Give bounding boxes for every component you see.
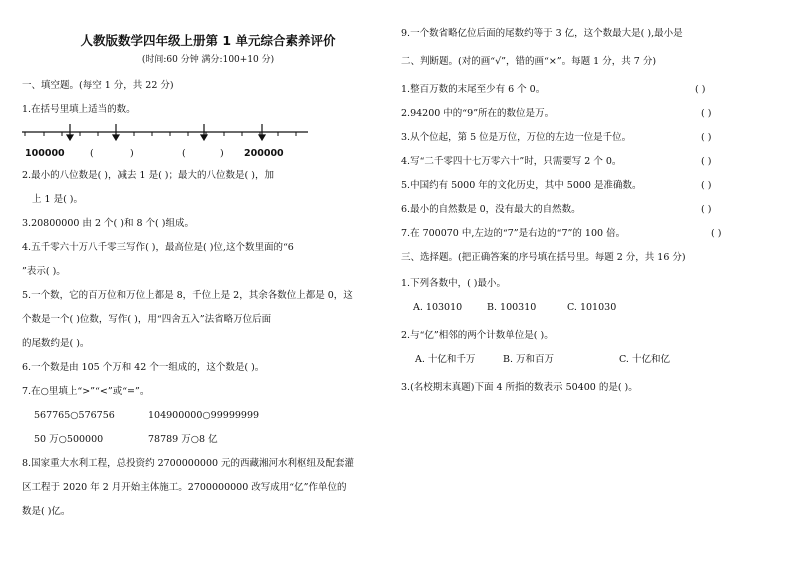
compare-1[interactable]: 567765○576756 [34,410,115,421]
choice-question-2-options [401,348,773,372]
number-line-blank-1-close: ) [130,148,134,159]
judge-item-6-text: 6.最小的自然数是 0，没有最大的自然数。 [401,204,581,215]
judge-item-6 [401,198,773,222]
right-column [401,22,773,400]
compare-2[interactable]: 104900000○99999999 [148,410,260,421]
choice-1-option-c[interactable]: C. 101030 [567,302,617,313]
judge-item-2 [401,102,773,126]
compare-3[interactable]: 50 万○500000 [34,434,104,445]
number-line [22,124,394,164]
question-5-line-3: 的尾数约是( )。 [22,338,90,349]
question-2-line-1: 2.最小的八位数是( )，减去 1 是( )；最大的八位数是( )，加 [22,170,274,181]
judge-item-2-answer[interactable]: ( ) [701,108,712,119]
judge-item-1-answer[interactable]: ( ) [695,84,706,95]
number-line-blank-1-open[interactable]: ( [90,148,94,159]
question-4-line-1: 4.五千零六十万八千零三写作( )，最高位是( )位,这个数里面的“6 [22,242,294,253]
question-2-line-2: 上 1 是( )。 [32,194,84,205]
judge-item-5-text: 5.中国约有 5000 年的文化历史，其中 5000 是准确数。 [401,180,642,191]
judge-item-1-text: 1.整百万数的末尾至少有 6 个 0。 [401,84,546,95]
choice-2-option-b[interactable]: B. 万和百万 [503,354,555,365]
question-6: 6.一个数是由 105 个万和 42 个一组成的，这个数是( )。 [22,362,265,373]
section-fill-in-heading: 一、填空题。(每空 1 分，共 22 分) [22,80,174,91]
choice-question-1-options [401,296,773,320]
judge-item-3-text: 3.从个位起，第 5 位是万位，万位的左边一位是千位。 [401,132,632,143]
choice-1-option-a[interactable]: A. 103010 [413,302,463,313]
number-line-blank-2-close: ) [220,148,224,159]
number-line-graphic [22,124,312,150]
number-line-blank-2-open[interactable]: ( [182,148,186,159]
choice-question-3: 3.(名校期末真题)下面 4 所指的数表示 50400 的是( )。 [401,382,638,393]
judge-item-3 [401,126,773,150]
left-column [22,30,394,524]
judge-item-2-text: 2.94200 中的“9”所在的数位是万。 [401,108,555,119]
question-8-line-3: 数是( )亿。 [22,506,71,517]
question-4-line-2: ”表示( )。 [22,266,66,277]
choice-1-option-b[interactable]: B. 100310 [487,302,537,313]
judge-item-4 [401,150,773,174]
choice-question-1: 1.下列各数中，( )最小。 [401,278,506,289]
compare-4[interactable]: 78789 万○8 亿 [148,434,218,445]
question-7-row-1 [22,404,394,428]
judge-item-4-answer[interactable]: ( ) [701,156,712,167]
question-5-line-2: 个数是一个( )位数，写作( )，用“四舍五入”法省略万位后面 [22,314,272,325]
judge-item-3-answer[interactable]: ( ) [701,132,712,143]
question-5-line-1: 5.一个数，它的百万位和万位上都是 8，千位上是 2，其余各数位上都是 0，这 [22,290,353,301]
page-subtitle: (时间:60 分钟 满分:100+10 分) [141,55,275,65]
choice-question-2: 2.与“亿”相邻的两个计数单位是( )。 [401,330,554,341]
question-1: 1.在括号里填上适当的数。 [22,104,136,115]
judge-item-4-text: 4.写“二千零四十七万零六十”时，只需要写 2 个 0。 [401,156,622,167]
question-8-line-1: 8.国家重大水利工程，总投资约 2700000000 元的西藏湘河水利枢纽及配套灌 [22,458,355,469]
question-7: 7.在○里填上“>”“<”或“=”。 [22,386,150,397]
page-title: 人教版数学四年级上册第 1 单元综合素养评价 [80,33,336,48]
choice-2-option-a[interactable]: A. 十亿和千万 [415,354,476,365]
judge-item-7-text: 7.在 700070 中,左边的“7”是右边的“7”的 100 倍。 [401,228,626,239]
section-true-false-heading: 二、判断题。(对的画“√”，错的画“×”。每题 1 分，共 7 分) [401,56,657,67]
judge-item-5-answer[interactable]: ( ) [701,180,712,191]
judge-item-1 [401,78,773,102]
number-line-start-label: 100000 [25,148,65,159]
section-choice-heading: 三、选择题。(把正确答案的序号填在括号里。每题 2 分，共 16 分) [401,252,686,263]
question-9: 9.一个数省略亿位后面的尾数约等于 3 亿，这个数最大是( ),最小是 [401,28,683,39]
judge-item-7 [401,222,773,246]
judge-item-6-answer[interactable]: ( ) [701,204,712,215]
judge-item-7-answer[interactable]: ( ) [711,228,722,239]
judge-item-5 [401,174,773,198]
question-7-row-2 [22,428,394,452]
choice-2-option-c[interactable]: C. 十亿和亿 [619,354,670,365]
number-line-end-label: 200000 [244,148,284,159]
question-8-line-2: 区工程于 2020 年 2 月开始主体施工。2700000000 改写成用“亿”作单位的 [22,482,347,493]
question-3: 3.20800000 由 2 个( )和 8 个( )组成。 [22,218,194,229]
